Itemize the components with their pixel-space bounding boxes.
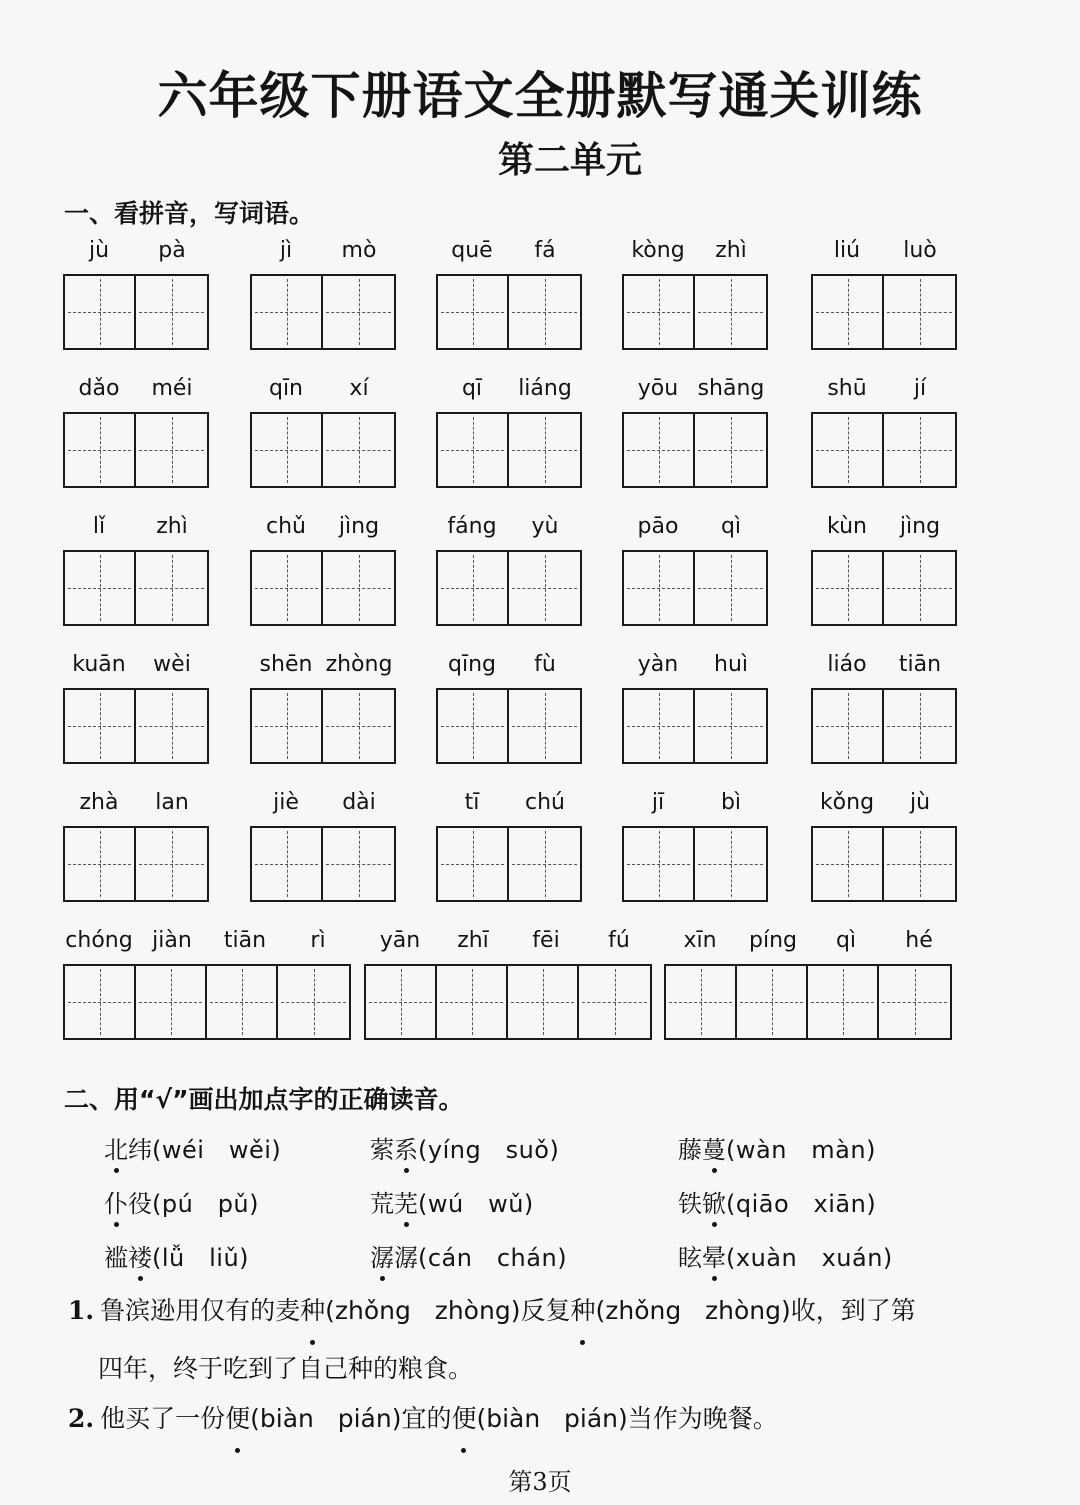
tianzige-cell[interactable] xyxy=(323,552,394,624)
pinyin-syllable: méi xyxy=(151,376,193,401)
pinyin-syllable: zhòng xyxy=(325,652,393,677)
pinyin-options[interactable]: (pú pǔ) xyxy=(152,1190,260,1218)
question-number: 1. xyxy=(68,1296,95,1325)
tianzige-cell[interactable] xyxy=(136,966,207,1038)
pinyin-syllable: zhà xyxy=(79,790,119,815)
dotted-character: 蔓 xyxy=(702,1130,726,1165)
tianzige-cell[interactable] xyxy=(695,414,766,486)
pinyin-syllable: qī xyxy=(461,376,483,401)
tianzige-cell[interactable] xyxy=(323,276,394,348)
sentence-text: 他买了一份 xyxy=(100,1404,226,1433)
pronunciation-item xyxy=(678,1238,893,1273)
writing-box-set xyxy=(63,688,209,764)
pinyin-syllable: yān xyxy=(379,928,421,953)
tianzige-cell[interactable] xyxy=(509,276,580,348)
tianzige-cell[interactable] xyxy=(323,690,394,762)
pinyin-syllable: shēn xyxy=(259,652,313,677)
tianzige-cell[interactable] xyxy=(884,690,955,762)
unit-subtitle: 第二单元 xyxy=(497,139,642,181)
pinyin-syllable: kuān xyxy=(72,652,126,677)
sentence-question xyxy=(68,1284,968,1337)
character: 荒 xyxy=(370,1190,394,1218)
pinyin-syllable: zhì xyxy=(156,514,188,539)
pinyin-syllable: jì xyxy=(279,238,293,263)
pinyin-syllable: pà xyxy=(158,238,186,263)
dotted-character: 芜 xyxy=(394,1184,418,1219)
sentence-text[interactable]: (biàn pián)宜的 xyxy=(250,1404,452,1433)
pinyin-syllable: rì xyxy=(310,928,326,953)
pinyin-syllable: pāo xyxy=(637,514,679,539)
writing-box-set xyxy=(811,826,957,902)
pinyin-syllable: kùn xyxy=(827,514,867,539)
dotted-character: 锨 xyxy=(702,1184,726,1219)
writing-box-set xyxy=(664,964,952,1040)
tianzige-cell[interactable] xyxy=(252,276,323,348)
pinyin-options[interactable]: (qiāo xiān) xyxy=(726,1190,877,1218)
dotted-character: 北 xyxy=(104,1130,128,1165)
tianzige-cell[interactable] xyxy=(813,552,884,624)
writing-box-set xyxy=(250,412,396,488)
pinyin-syllable: shū xyxy=(827,376,867,401)
tianzige-cell[interactable] xyxy=(438,828,509,900)
pinyin-syllable: jí xyxy=(913,376,927,401)
pinyin-options[interactable]: (xuàn xuán) xyxy=(726,1244,893,1272)
pinyin-syllable: yōu xyxy=(637,376,679,401)
tianzige-cell[interactable] xyxy=(438,276,509,348)
writing-box-set xyxy=(436,412,582,488)
character: 纬 xyxy=(128,1136,152,1164)
pronunciation-item xyxy=(104,1238,249,1273)
writing-box-set xyxy=(622,826,768,902)
writing-box-set xyxy=(436,550,582,626)
tianzige-cell[interactable] xyxy=(884,276,955,348)
pinyin-options[interactable]: (wéi wěi) xyxy=(152,1136,282,1164)
sentence-continuation: 四年，终于吃到了自己种的粮食。 xyxy=(98,1354,474,1383)
tianzige-cell[interactable] xyxy=(323,414,394,486)
tianzige-cell[interactable] xyxy=(624,690,695,762)
pronunciation-item xyxy=(678,1184,876,1219)
tianzige-cell[interactable] xyxy=(624,552,695,624)
pinyin-syllable: chóng xyxy=(65,928,133,953)
tianzige-cell[interactable] xyxy=(879,966,950,1038)
pinyin-options[interactable]: (yíng suǒ) xyxy=(418,1136,560,1164)
writing-box-set xyxy=(364,964,652,1040)
dotted-character: 种 xyxy=(570,1284,595,1337)
dotted-character: 便 xyxy=(225,1392,250,1445)
character: 潺 xyxy=(394,1244,418,1272)
writing-box-set xyxy=(63,826,209,902)
pinyin-syllable: mò xyxy=(341,238,377,263)
tianzige-cell[interactable] xyxy=(813,828,884,900)
character: 萦 xyxy=(370,1136,394,1164)
pinyin-options[interactable]: (wàn màn) xyxy=(726,1136,876,1164)
pinyin-syllable: lǐ xyxy=(92,514,106,539)
pinyin-syllable: dài xyxy=(342,790,376,815)
tianzige-cell[interactable] xyxy=(65,828,136,900)
dotted-character: 系 xyxy=(394,1130,418,1165)
pinyin-syllable: liáo xyxy=(827,652,867,677)
writing-box-set xyxy=(622,550,768,626)
pinyin-syllable: fù xyxy=(534,652,556,677)
pinyin-syllable: jù xyxy=(909,790,931,815)
writing-box-set xyxy=(811,412,957,488)
tianzige-cell[interactable] xyxy=(813,276,884,348)
tianzige-cell[interactable] xyxy=(438,690,509,762)
pinyin-syllable: chú xyxy=(525,790,565,815)
writing-box-set xyxy=(63,274,209,350)
pinyin-syllable: yù xyxy=(531,514,559,539)
pronunciation-item xyxy=(370,1130,559,1165)
tianzige-cell[interactable] xyxy=(695,552,766,624)
pinyin-syllable: qì xyxy=(720,514,742,539)
page-title: 六年级下册语文全册默写通关训练 xyxy=(157,66,923,125)
tianzige-cell[interactable] xyxy=(624,414,695,486)
tianzige-cell[interactable] xyxy=(579,966,650,1038)
tianzige-cell[interactable] xyxy=(65,966,136,1038)
pinyin-syllable: wèi xyxy=(153,652,191,677)
writing-box-set xyxy=(811,688,957,764)
pinyin-syllable: bì xyxy=(720,790,742,815)
pronunciation-item xyxy=(370,1238,567,1273)
tianzige-cell[interactable] xyxy=(509,828,580,900)
pinyin-syllable: luò xyxy=(903,238,937,263)
writing-box-set xyxy=(250,826,396,902)
pinyin-syllable: xí xyxy=(349,376,369,401)
writing-box-set xyxy=(622,274,768,350)
tianzige-cell[interactable] xyxy=(366,966,437,1038)
pinyin-syllable: fáng xyxy=(447,514,497,539)
pinyin-options[interactable]: (cán chán) xyxy=(418,1244,568,1272)
character: 藤 xyxy=(678,1136,702,1164)
pinyin-syllable: chǔ xyxy=(266,514,306,539)
tianzige-cell[interactable] xyxy=(136,552,207,624)
writing-box-set xyxy=(811,550,957,626)
tianzige-cell[interactable] xyxy=(65,552,136,624)
writing-box-set xyxy=(436,274,582,350)
sentence-question xyxy=(68,1392,968,1445)
tianzige-cell[interactable] xyxy=(666,966,737,1038)
dotted-character: 种 xyxy=(300,1284,325,1337)
writing-box-set xyxy=(63,964,351,1040)
pinyin-syllable: jìng xyxy=(899,514,941,539)
pinyin-syllable: kòng xyxy=(631,238,685,263)
tianzige-cell[interactable] xyxy=(437,966,508,1038)
tianzige-cell[interactable] xyxy=(136,690,207,762)
tianzige-cell[interactable] xyxy=(813,414,884,486)
tianzige-cell[interactable] xyxy=(65,690,136,762)
pinyin-syllable: fēi xyxy=(532,928,560,953)
character: 铁 xyxy=(678,1190,702,1218)
pinyin-syllable: tiān xyxy=(223,928,267,953)
pinyin-syllable: qīng xyxy=(448,652,496,677)
writing-box-set xyxy=(436,688,582,764)
section-one-heading: 一、看拼音，写词语。 xyxy=(64,199,315,228)
pinyin-syllable: yàn xyxy=(637,652,679,677)
pinyin-syllable: shāng xyxy=(697,376,765,401)
dotted-character: 便 xyxy=(451,1392,476,1445)
tianzige-cell[interactable] xyxy=(136,414,207,486)
pinyin-syllable: huì xyxy=(714,652,748,677)
tianzige-cell[interactable] xyxy=(136,828,207,900)
tianzige-cell[interactable] xyxy=(65,276,136,348)
tianzige-cell[interactable] xyxy=(695,690,766,762)
dotted-character: 潺 xyxy=(370,1238,394,1273)
pinyin-syllable: jiàn xyxy=(152,928,192,953)
writing-box-set xyxy=(811,274,957,350)
pinyin-syllable: píng xyxy=(749,928,797,953)
tianzige-cell[interactable] xyxy=(509,552,580,624)
pinyin-syllable: liáng xyxy=(518,376,572,401)
tianzige-cell[interactable] xyxy=(509,690,580,762)
dotted-character: 晕 xyxy=(702,1238,726,1273)
sentence-text[interactable]: (zhǒng zhòng)反复 xyxy=(325,1296,571,1325)
tianzige-cell[interactable] xyxy=(624,276,695,348)
pinyin-syllable: jiè xyxy=(273,790,299,815)
tianzige-cell[interactable] xyxy=(323,828,394,900)
pinyin-syllable: fá xyxy=(534,238,556,263)
pronunciation-item xyxy=(104,1130,281,1165)
pinyin-syllable: fú xyxy=(608,928,630,953)
writing-box-set xyxy=(250,274,396,350)
pinyin-syllable: tī xyxy=(464,790,480,815)
tianzige-cell[interactable] xyxy=(252,690,323,762)
tianzige-cell[interactable] xyxy=(438,414,509,486)
tianzige-cell[interactable] xyxy=(508,966,579,1038)
pinyin-syllable: liú xyxy=(833,238,861,263)
character: 役 xyxy=(128,1190,152,1218)
section-two-heading: 二、用“√”画出加点字的正确读音。 xyxy=(64,1085,464,1114)
writing-box-set xyxy=(63,550,209,626)
writing-box-set xyxy=(250,688,396,764)
writing-box-set xyxy=(622,412,768,488)
pinyin-syllable: tiān xyxy=(898,652,942,677)
pinyin-syllable: dǎo xyxy=(78,376,120,401)
sentence-text[interactable]: (biàn pián)当作为晚餐。 xyxy=(476,1404,778,1433)
pronunciation-item xyxy=(104,1184,259,1219)
tianzige-cell[interactable] xyxy=(252,414,323,486)
pinyin-syllable: zhī xyxy=(457,928,489,953)
tianzige-cell[interactable] xyxy=(884,552,955,624)
tianzige-cell[interactable] xyxy=(65,414,136,486)
pinyin-syllable: quē xyxy=(451,238,493,263)
sentence-text: 鲁滨逊用仅有的麦 xyxy=(100,1296,301,1325)
pronunciation-item xyxy=(370,1184,534,1219)
writing-box-set xyxy=(63,412,209,488)
tianzige-cell[interactable] xyxy=(207,966,278,1038)
dotted-character: 仆 xyxy=(104,1184,128,1219)
writing-box-set xyxy=(250,550,396,626)
pinyin-syllable: kǒng xyxy=(819,790,875,815)
tianzige-cell[interactable] xyxy=(884,828,955,900)
tianzige-cell[interactable] xyxy=(278,966,349,1038)
tianzige-cell[interactable] xyxy=(808,966,879,1038)
pinyin-syllable: qì xyxy=(835,928,857,953)
tianzige-cell[interactable] xyxy=(136,276,207,348)
pinyin-syllable: jù xyxy=(88,238,110,263)
pinyin-syllable: xīn xyxy=(683,928,717,953)
writing-box-set xyxy=(622,688,768,764)
pinyin-syllable: jī xyxy=(651,790,665,815)
tianzige-cell[interactable] xyxy=(509,414,580,486)
tianzige-cell[interactable] xyxy=(884,414,955,486)
pinyin-syllable: qīn xyxy=(268,376,304,401)
pronunciation-item xyxy=(678,1130,876,1165)
tianzige-cell[interactable] xyxy=(252,552,323,624)
pinyin-syllable: jìng xyxy=(338,514,380,539)
pinyin-syllable: hé xyxy=(905,928,933,953)
tianzige-cell[interactable] xyxy=(252,828,323,900)
writing-box-set xyxy=(436,826,582,902)
pinyin-syllable: zhì xyxy=(715,238,747,263)
tianzige-cell[interactable] xyxy=(813,690,884,762)
dotted-character: 褛 xyxy=(128,1238,152,1273)
tianzige-cell[interactable] xyxy=(695,276,766,348)
pinyin-options[interactable]: (wú wǔ) xyxy=(418,1190,534,1218)
tianzige-cell[interactable] xyxy=(624,828,695,900)
pinyin-options[interactable]: (lǚ liǔ) xyxy=(152,1244,250,1272)
character: 褴 xyxy=(104,1244,128,1272)
tianzige-cell[interactable] xyxy=(737,966,808,1038)
sentence-text[interactable]: (zhǒng zhòng)收，到了第 xyxy=(595,1296,916,1325)
page-number: 第3页 xyxy=(508,1468,572,1496)
pinyin-syllable: lan xyxy=(155,790,189,815)
question-number: 2. xyxy=(68,1404,95,1433)
character: 眩 xyxy=(678,1244,702,1272)
tianzige-cell[interactable] xyxy=(695,828,766,900)
tianzige-cell[interactable] xyxy=(438,552,509,624)
